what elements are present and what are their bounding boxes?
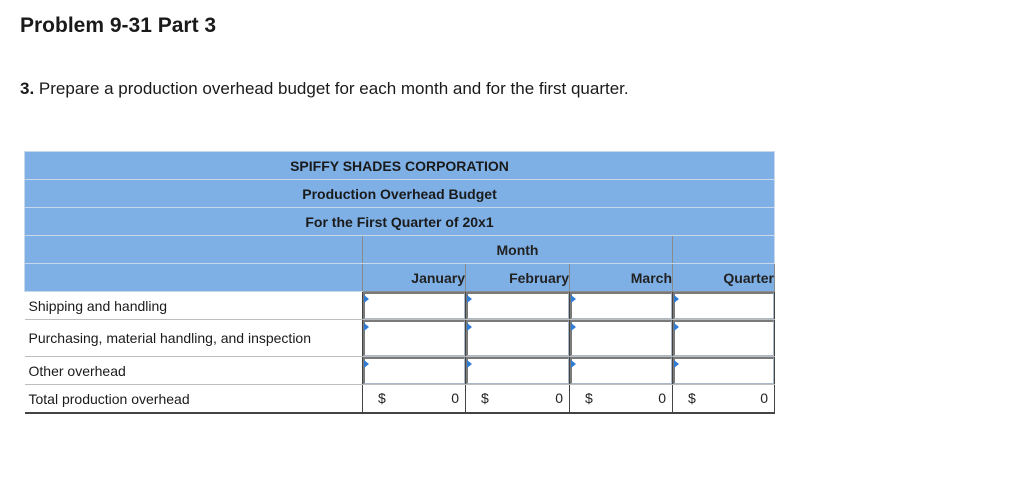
page-title: Problem 9-31 Part 3 — [20, 14, 217, 37]
header-blank — [25, 236, 363, 264]
input-marker-icon — [674, 360, 679, 368]
other-march-input[interactable] — [570, 357, 672, 384]
input-marker-icon — [674, 295, 679, 303]
column-header-march: March — [570, 264, 673, 292]
input-marker-icon — [571, 295, 576, 303]
input-marker-icon — [364, 360, 369, 368]
total-cell-march — [570, 385, 673, 414]
currency-symbol: $ — [481, 390, 489, 406]
question-number: 3. — [20, 79, 35, 98]
input-cell-shipping-january — [363, 292, 466, 320]
shipping-march-input[interactable] — [570, 292, 672, 319]
header-blank-label — [25, 264, 363, 292]
input-cell-other-quarter — [673, 357, 775, 385]
budget-period: For the First Quarter of 20x1 — [25, 208, 775, 236]
input-cell-shipping-quarter — [673, 292, 775, 320]
input-cell-purchasing-quarter — [673, 320, 775, 357]
total-march-value: 0 — [658, 390, 666, 406]
shipping-quarter-input[interactable] — [673, 292, 774, 319]
purchasing-february-input[interactable] — [466, 320, 569, 356]
currency-symbol: $ — [688, 390, 696, 406]
input-cell-purchasing-january — [363, 320, 466, 357]
input-marker-icon — [364, 295, 369, 303]
question-body: Prepare a production overhead budget for each month and for the first quarter. — [38, 79, 629, 98]
other-january-input[interactable] — [363, 357, 465, 384]
total-cell-january — [363, 385, 466, 414]
shipping-february-input[interactable] — [466, 292, 569, 319]
total-row — [25, 385, 775, 414]
column-header-february: February — [466, 264, 570, 292]
currency-symbol: $ — [585, 390, 593, 406]
row-label-shipping: Shipping and handling — [25, 292, 363, 320]
purchasing-january-input[interactable] — [363, 320, 465, 356]
input-marker-icon — [571, 323, 576, 331]
purchasing-quarter-input[interactable] — [673, 320, 774, 356]
row-label-other-overhead: Other overhead — [25, 357, 363, 385]
total-february-value: 0 — [555, 390, 563, 406]
input-marker-icon — [467, 295, 472, 303]
production-overhead-budget-table — [24, 151, 775, 414]
row-label-purchasing: Purchasing, material handling, and inspection — [25, 320, 363, 357]
budget-title: Production Overhead Budget — [25, 180, 775, 208]
input-cell-other-january — [363, 357, 466, 385]
input-cell-purchasing-february — [466, 320, 570, 357]
input-cell-shipping-february — [466, 292, 570, 320]
input-marker-icon — [674, 323, 679, 331]
month-group-header: Month — [363, 236, 673, 264]
total-january-value: 0 — [451, 390, 459, 406]
input-marker-icon — [364, 323, 369, 331]
header-blank-quarter — [673, 236, 775, 264]
company-name: SPIFFY SHADES CORPORATION — [25, 152, 775, 180]
input-marker-icon — [467, 360, 472, 368]
row-label-total: Total production overhead — [25, 385, 363, 414]
input-marker-icon — [467, 323, 472, 331]
shipping-january-input[interactable] — [363, 292, 465, 319]
column-header-quarter: Quarter — [673, 264, 775, 292]
input-cell-other-march — [570, 357, 673, 385]
other-quarter-input[interactable] — [673, 357, 774, 384]
input-cell-other-february — [466, 357, 570, 385]
table-row — [25, 357, 775, 385]
column-header-january: January — [363, 264, 466, 292]
table-row — [25, 292, 775, 320]
purchasing-march-input[interactable] — [570, 320, 672, 356]
question-text — [20, 79, 629, 99]
total-cell-quarter — [673, 385, 775, 414]
currency-symbol: $ — [378, 390, 386, 406]
input-cell-purchasing-march — [570, 320, 673, 357]
other-february-input[interactable] — [466, 357, 569, 384]
total-quarter-value: 0 — [760, 390, 768, 406]
input-cell-shipping-march — [570, 292, 673, 320]
total-cell-february — [466, 385, 570, 414]
table-row — [25, 320, 775, 357]
input-marker-icon — [571, 360, 576, 368]
